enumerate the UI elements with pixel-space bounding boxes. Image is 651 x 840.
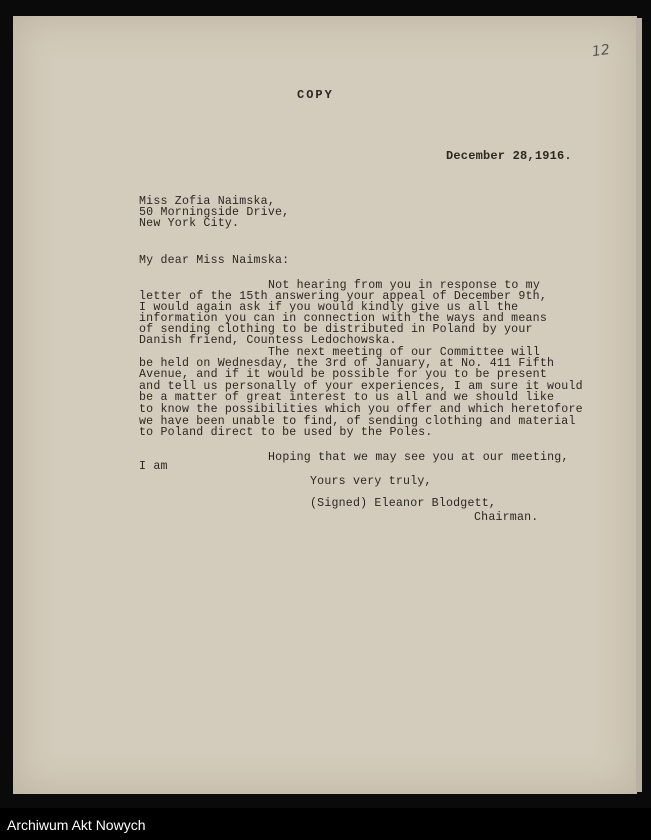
address-line-1: Miss Zofia Naimska,: [139, 195, 275, 208]
i-am: I am: [139, 460, 168, 473]
body-line: Not hearing from you in response to my: [268, 279, 540, 292]
body-line: of sending clothing to be distributed in Poland by your: [139, 323, 533, 336]
body-line: be a matter of great interest to us all and we should like: [139, 391, 555, 404]
copy-heading: COPY: [297, 88, 334, 102]
body-line: Avenue, and if it would be possible for you to be present: [139, 368, 547, 381]
body-line: and tell us personally of your experiences, I am sure it would: [139, 380, 583, 393]
letter-date: December 28,1916.: [446, 149, 572, 163]
body-line: be held on Wednesday, the 3rd of January, at No. 411 Fifth: [139, 357, 555, 370]
page-number: 12: [590, 41, 611, 61]
address-line-3: New York City.: [139, 217, 240, 230]
body-line: to Poland direct to be used by the Poles.: [139, 426, 433, 439]
address-line-2: 50 Morningside Drive,: [139, 206, 290, 219]
salutation: My dear Miss Naimska:: [139, 254, 290, 267]
signer-title: Chairman.: [474, 511, 539, 524]
complimentary-close: Yours very truly,: [310, 475, 432, 488]
body-line: to know the possibilities which you offer and which heretofore: [139, 403, 583, 416]
body-line: letter of the 15th answering your appeal of December 9th,: [139, 290, 547, 303]
closing-hope: Hoping that we may see you at our meeting,: [268, 451, 569, 464]
archive-label: Archiwum Akt Nowych: [7, 817, 146, 833]
body-line: I would again ask if you would kindly give us all the: [139, 301, 519, 314]
body-line: we have been unable to find, of sending clothing and material: [139, 415, 576, 428]
page-edge: [636, 18, 642, 792]
signature-line: (Signed) Eleanor Blodgett,: [310, 497, 497, 510]
body-line: The next meeting of our Committee will: [268, 346, 540, 359]
body-line: information you can in connection with the ways and means: [139, 312, 547, 325]
body-line: Danish friend, Countess Ledochowska.: [139, 334, 397, 347]
